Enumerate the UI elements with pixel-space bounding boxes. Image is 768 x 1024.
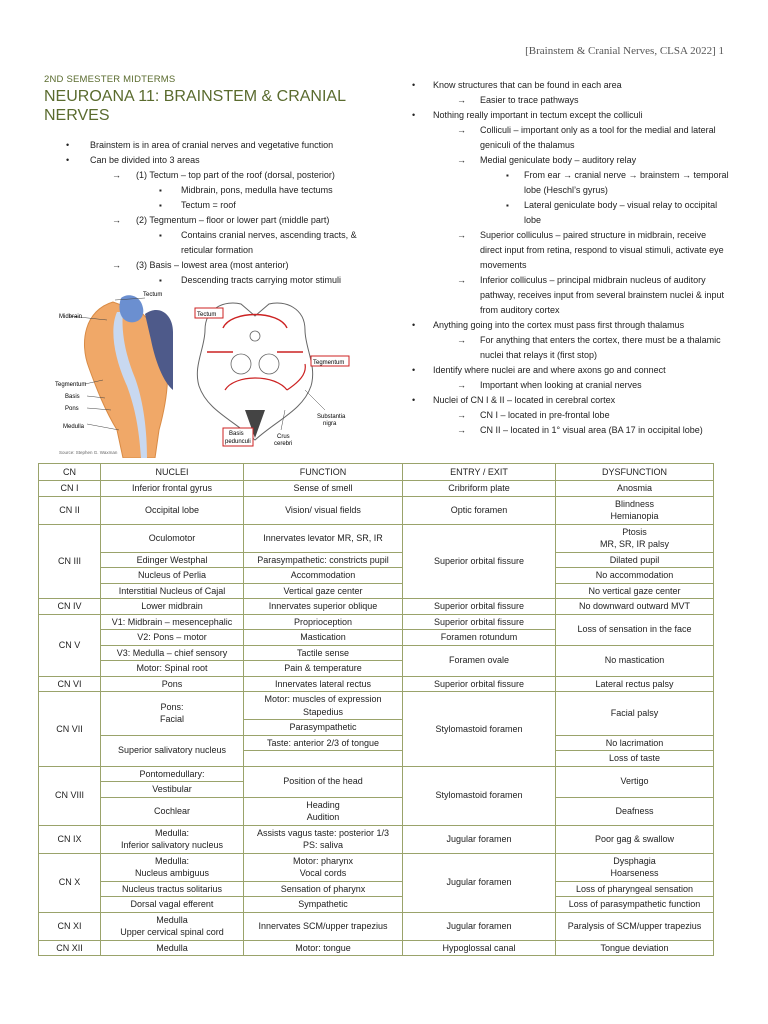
table-cell: Parasympathetic: constricts pupil xyxy=(244,552,403,568)
table-cell: V3: Medulla – chief sensory xyxy=(101,645,244,661)
note-item: • Nothing really important in tectum except the colliculi xyxy=(410,108,730,123)
table-cell: CN VII xyxy=(39,692,101,767)
table-row xyxy=(39,552,714,568)
table-cell: Blindness Hemianopia xyxy=(556,496,714,524)
table-cell: Occipital lobe xyxy=(101,496,244,524)
table-row xyxy=(39,940,714,956)
label-midbrain: Midbrain xyxy=(59,314,83,320)
note-item: • Nuclei of CN I & II – located in cerebral cortex xyxy=(410,393,730,408)
cranial-nerves-table xyxy=(38,463,714,956)
table-cell: Vestibular xyxy=(101,782,244,798)
table-cell: Tongue deviation xyxy=(556,940,714,956)
note-item: → Colliculi – important only as a tool for the medial and lateral geniculi of the thalamus xyxy=(410,123,730,153)
note-item: → (3) Basis – lowest area (most anterior) xyxy=(44,258,374,273)
brainstem-figure xyxy=(55,290,373,458)
table-cell: Medulla Upper cervical spinal cord xyxy=(101,912,244,940)
table-cell: Jugular foramen xyxy=(403,853,556,912)
table-cell: Pons: Facial xyxy=(101,692,244,736)
table-cell: Superior salivatory nucleus xyxy=(101,735,244,766)
table-cell: Foramen rotundum xyxy=(403,630,556,646)
table-row xyxy=(39,583,714,599)
note-item: ▪ Descending tracts carrying motor stimuli xyxy=(44,273,374,288)
table-cell: Motor: Spinal root xyxy=(101,661,244,677)
table-cell: Anosmia xyxy=(556,481,714,497)
table-cell: Heading Audition xyxy=(244,797,403,825)
table-cell: Facial palsy xyxy=(556,692,714,736)
table-row xyxy=(39,912,714,940)
table-cell: Paralysis of SCM/upper trapezius xyxy=(556,912,714,940)
table-row xyxy=(39,853,714,881)
table-cell: Superior orbital fissure xyxy=(403,614,556,630)
table-cell: CN III xyxy=(39,524,101,599)
table-cell: Superior orbital fissure xyxy=(403,599,556,615)
table-cell: Dorsal vagal efferent xyxy=(101,897,244,913)
note-item: ▪ From ear → cranial nerve → brainstem → temporal lobe (Heschl’s gyrus) xyxy=(410,168,730,198)
table-cell: Cribriform plate xyxy=(403,481,556,497)
table-cell: Oculomotor xyxy=(101,524,244,552)
table-cell: Position of the head xyxy=(244,766,403,797)
table-cell: Stylomastoid foramen xyxy=(403,766,556,825)
table-row xyxy=(39,797,714,825)
table-cell: CN IX xyxy=(39,825,101,853)
table-cell: CN XI xyxy=(39,912,101,940)
label-basis-pedunculi-2: pedunculi xyxy=(225,439,251,445)
table-cell: Innervates SCM/upper trapezius xyxy=(244,912,403,940)
table-row xyxy=(39,897,714,913)
note-item: → CN II – located in 1° visual area (BA 17 in occipital lobe) xyxy=(410,423,730,438)
table-cell: Tactile sense xyxy=(244,645,403,661)
page-header: [Brainstem & Cranial Nerves, CLSA 2022] 1 xyxy=(525,45,724,57)
note-item: ▪ Tectum = roof xyxy=(44,198,374,213)
label-crus-2: cerebri xyxy=(274,441,293,447)
table-row xyxy=(39,645,714,661)
table-cell: Sympathetic xyxy=(244,897,403,913)
table-cell: Foramen ovale xyxy=(403,645,556,676)
table-cell: Vertigo xyxy=(556,766,714,797)
table-cell: Accommodation xyxy=(244,568,403,584)
table-row xyxy=(39,766,714,782)
table-cell: Cochlear xyxy=(101,797,244,825)
midbrain-cross-section xyxy=(195,303,349,447)
table-cell: CN IV xyxy=(39,599,101,615)
table-cell: Sensation of pharynx xyxy=(244,881,403,897)
table-cell: Dilated pupil xyxy=(556,552,714,568)
note-item: → Inferior colliculus – principal midbrain nucleus of auditory pathway, receives input from several brainstem nuclei & input from auditory cortex xyxy=(410,273,730,318)
table-cell: Loss of parasympathetic function xyxy=(556,897,714,913)
table-cell: Motor: tongue xyxy=(244,940,403,956)
table-cell: Vertical gaze center xyxy=(244,583,403,599)
table-cell: Medulla: Nucleus ambiguus xyxy=(101,853,244,881)
label-medulla: Medulla xyxy=(63,424,85,430)
table-cell: Deafness xyxy=(556,797,714,825)
table-cell: Pons xyxy=(101,676,244,692)
left-notes xyxy=(44,138,374,288)
note-item: • Can be divided into 3 areas xyxy=(44,153,374,168)
note-item: → For anything that enters the cortex, there must be a thalamic nuclei that relays it (first stop) xyxy=(410,333,730,363)
column-header: FUNCTION xyxy=(244,464,403,481)
note-item: → CN I – located in pre-frontal lobe xyxy=(410,408,730,423)
table-row xyxy=(39,524,714,552)
page-title: NEUROANA 11: BRAINSTEM & CRANIAL NERVES xyxy=(44,88,346,124)
table-header-row xyxy=(39,464,714,481)
label-tegmentum-2: Tegmentum xyxy=(313,360,345,366)
table-cell: Innervates levator MR, SR, IR xyxy=(244,524,403,552)
note-item: • Anything going into the cortex must pass first through thalamus xyxy=(410,318,730,333)
table-cell: Loss of taste xyxy=(556,751,714,767)
table-cell: Nucleus of Perlia xyxy=(101,568,244,584)
table-cell: Medulla: Inferior salivatory nucleus xyxy=(101,825,244,853)
table-cell: Innervates lateral rectus xyxy=(244,676,403,692)
note-item: ▪ Contains cranial nerves, ascending tracts, & reticular formation xyxy=(44,228,374,258)
note-item: → Important when looking at cranial nerves xyxy=(410,378,730,393)
table-cell: Edinger Westphal xyxy=(101,552,244,568)
table-cell: V1: Midbrain – mesencephalic xyxy=(101,614,244,630)
note-item: → Easier to trace pathways xyxy=(410,93,730,108)
note-item: • Brainstem is in area of cranial nerves and vegetative function xyxy=(44,138,374,153)
column-header: NUCLEI xyxy=(101,464,244,481)
table-row xyxy=(39,496,714,524)
table-cell: Loss of pharyngeal sensation xyxy=(556,881,714,897)
table-cell: Interstitial Nucleus of Cajal xyxy=(101,583,244,599)
table-cell: CN VI xyxy=(39,676,101,692)
column-header: CN xyxy=(39,464,101,481)
label-tectum: Tectum xyxy=(143,292,163,298)
label-substantia: Substantia xyxy=(317,414,346,420)
label-basis: Basis xyxy=(65,394,80,400)
note-item: ▪ Lateral geniculate body – visual relay to occipital lobe xyxy=(410,198,730,228)
table-cell: Motor: pharynx Vocal cords xyxy=(244,853,403,881)
table-cell: Vision/ visual fields xyxy=(244,496,403,524)
table-cell: Stylomastoid foramen xyxy=(403,692,556,767)
table-cell: Motor: muscles of expression Stapedius xyxy=(244,692,403,720)
label-basis-pedunculi-1: Basis xyxy=(229,431,244,437)
table-cell: CN V xyxy=(39,614,101,676)
table-cell: Sense of smell xyxy=(244,481,403,497)
table-cell: No accommodation xyxy=(556,568,714,584)
table-row xyxy=(39,692,714,720)
table-cell: Poor gag & swallow xyxy=(556,825,714,853)
table-row xyxy=(39,599,714,615)
label-pons: Pons xyxy=(65,406,79,412)
note-item: • Know structures that can be found in each area xyxy=(410,78,730,93)
table-row xyxy=(39,568,714,584)
table-cell: Optic foramen xyxy=(403,496,556,524)
table-cell: Loss of sensation in the face xyxy=(556,614,714,645)
label-tegmentum: Tegmentum xyxy=(55,382,87,388)
table-cell: Superior orbital fissure xyxy=(403,524,556,599)
label-tectum-2: Tectum xyxy=(197,312,217,318)
table-cell: No mastication xyxy=(556,645,714,676)
semester-label: 2ND SEMESTER MIDTERMS xyxy=(44,74,176,85)
table-row xyxy=(39,881,714,897)
table-cell: Assists vagus taste: posterior 1/3 PS: saliva xyxy=(244,825,403,853)
right-notes xyxy=(410,78,730,438)
note-item: ▪ Midbrain, pons, medulla have tectums xyxy=(44,183,374,198)
table-cell: Inferior frontal gyrus xyxy=(101,481,244,497)
table-cell: Dysphagia Hoarseness xyxy=(556,853,714,881)
table-row xyxy=(39,614,714,630)
label-crus-1: Crus xyxy=(277,434,290,440)
label-nigra: nigra xyxy=(323,421,337,427)
table-cell: Hypoglossal canal xyxy=(403,940,556,956)
table-cell: CN II xyxy=(39,496,101,524)
note-item: • Identify where nuclei are and where axons go and connect xyxy=(410,363,730,378)
table-cell: Medulla xyxy=(101,940,244,956)
table-cell: Nucleus tractus solitarius xyxy=(101,881,244,897)
table-row xyxy=(39,481,714,497)
table-cell: Lower midbrain xyxy=(101,599,244,615)
table-cell: CN I xyxy=(39,481,101,497)
left-column xyxy=(44,74,374,288)
table-cell: V2: Pons – motor xyxy=(101,630,244,646)
table-cell: No vertical gaze center xyxy=(556,583,714,599)
note-item: → (2) Tegmentum – floor or lower part (middle part) xyxy=(44,213,374,228)
column-header: ENTRY / EXIT xyxy=(403,464,556,481)
table-cell: Mastication xyxy=(244,630,403,646)
figure-source: Source: Stephen G. Waxman xyxy=(59,450,118,455)
table-cell: Jugular foramen xyxy=(403,912,556,940)
table-cell: No downward outward MVT xyxy=(556,599,714,615)
note-item: → Superior colliculus – paired structure in midbrain, receive direct input from retina, respond to visual stimuli, activate eye movements xyxy=(410,228,730,273)
table-cell: No lacrimation xyxy=(556,735,714,751)
table-cell: Lateral rectus palsy xyxy=(556,676,714,692)
table-cell: Parasympathetic xyxy=(244,720,403,736)
table-row xyxy=(39,735,714,751)
table-body xyxy=(39,481,714,956)
table-cell: Taste: anterior 2/3 of tongue xyxy=(244,735,403,751)
table-cell: CN X xyxy=(39,853,101,912)
table-cell: Jugular foramen xyxy=(403,825,556,853)
table-cell: CN VIII xyxy=(39,766,101,825)
note-item: → Medial geniculate body – auditory relay xyxy=(410,153,730,168)
right-column xyxy=(410,78,730,438)
table-row xyxy=(39,825,714,853)
table-cell: CN XII xyxy=(39,940,101,956)
table-cell: Pontomedullary: xyxy=(101,766,244,782)
table-cell: Pain & temperature xyxy=(244,661,403,677)
table-cell: Superior orbital fissure xyxy=(403,676,556,692)
table-cell: Proprioception xyxy=(244,614,403,630)
table-cell xyxy=(244,751,403,767)
table-row xyxy=(39,676,714,692)
table-cell: Ptosis MR, SR, IR palsy xyxy=(556,524,714,552)
table-cell: Innervates superior oblique xyxy=(244,599,403,615)
column-header: DYSFUNCTION xyxy=(556,464,714,481)
note-item: → (1) Tectum – top part of the roof (dorsal, posterior) xyxy=(44,168,374,183)
